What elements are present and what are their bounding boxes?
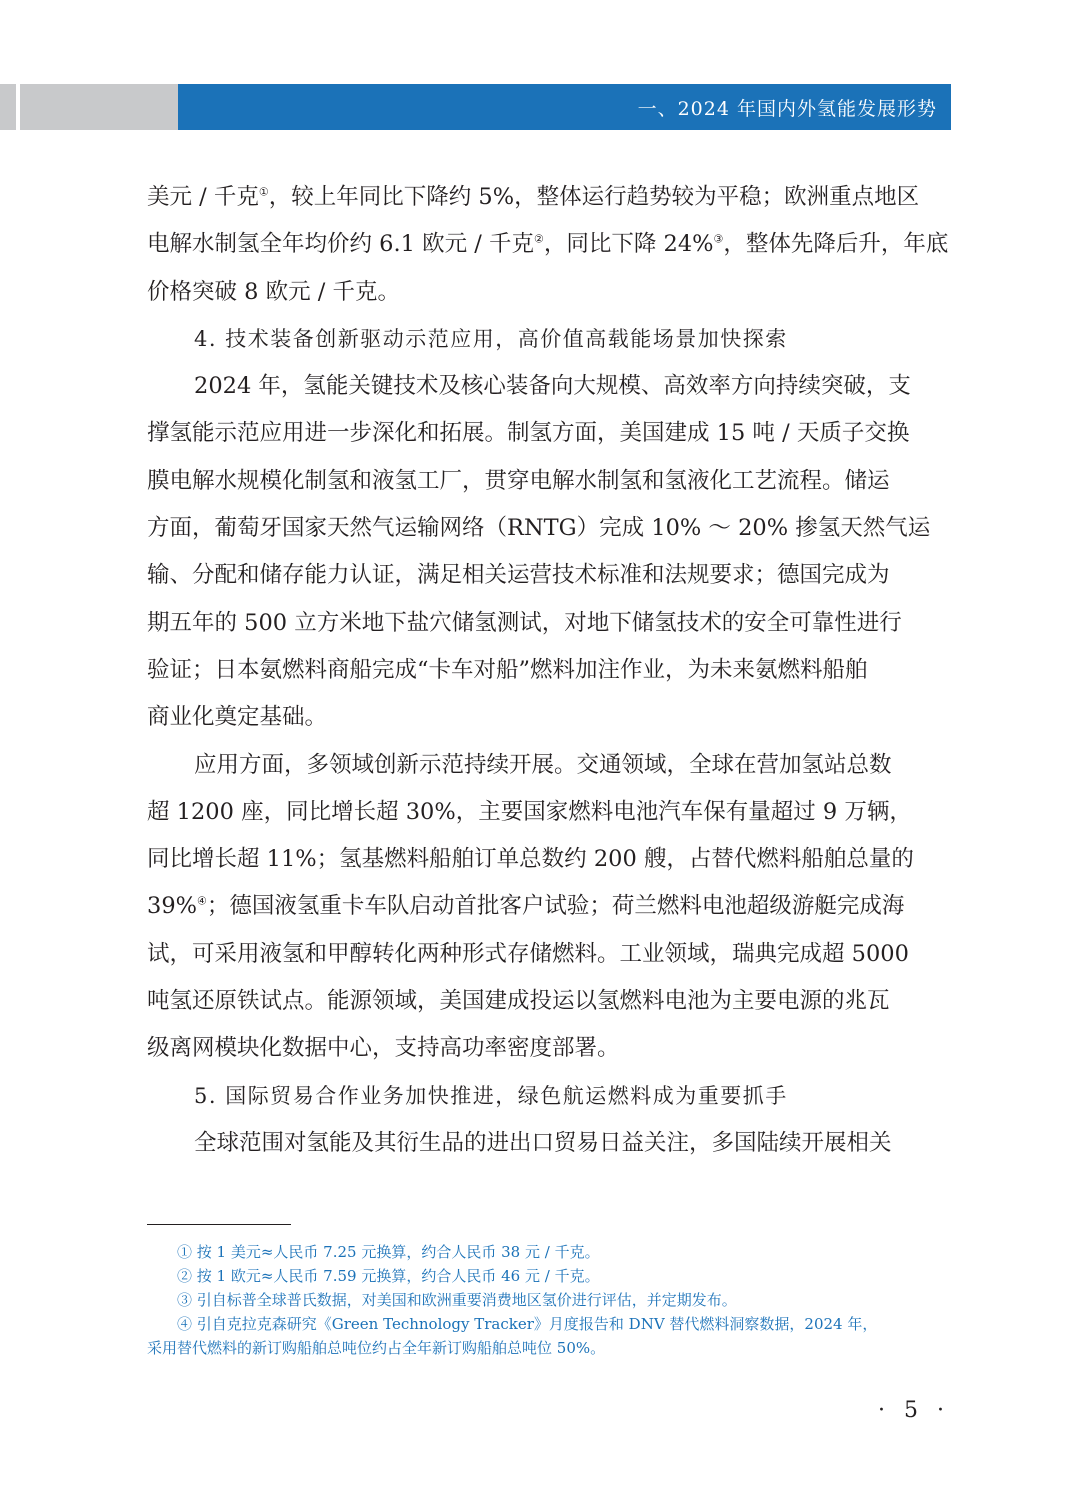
body-line: 期五年的 500 立方米地下盐穴储氢测试，对地下储氢技术的安全可靠性进行 xyxy=(147,609,902,636)
footnote-1: ① 按 1 美元≈人民币 7.25 元换算，约合人民币 38 元 / 千克。 xyxy=(177,1243,600,1261)
footnotes xyxy=(147,1240,950,1360)
body-line: 商业化奠定基础。 xyxy=(147,704,328,731)
section-title-text: 一、2024 年国内外氢能发展形势 xyxy=(637,97,937,120)
footnote-ref[interactable]: ④ xyxy=(197,894,207,908)
body-line: 膜电解水规模化制氢和液氢工厂，贯穿电解水制氢和氢液化工艺流程。储运 xyxy=(147,467,890,494)
section-heading-4: 4. 技术装备创新驱动示范应用，高价值高载能场景加快探索 xyxy=(194,326,788,351)
footnote-2: ② 按 1 欧元≈人民币 7.59 元换算，约合人民币 46 元 / 千克。 xyxy=(177,1267,600,1285)
footnote-4-continued: 采用替代燃料的新订购船舶总吨位约占全年新订购船舶总吨位 50%。 xyxy=(147,1339,606,1357)
body-line: 试，可采用液氢和甲醇转化两种形式存储燃料。工业领域，瑞典完成超 5000 xyxy=(147,940,909,967)
footnote-3: ③ 引自标普全球普氏数据，对美国和欧洲重要消费地区氢价进行评估，并定期发布。 xyxy=(177,1291,737,1309)
body-line: 方面，葡萄牙国家天然气运输网络（RNTG）完成 10% ～ 20% 掺氢天然气运 xyxy=(147,515,931,542)
body-line: 2024 年，氢能关键技术及核心装备向大规模、高效率方向持续突破，支 xyxy=(194,373,911,400)
section-heading-5: 5. 国际贸易合作业务加快推进，绿色航运燃料成为重要抓手 xyxy=(194,1083,788,1108)
header-grey-block xyxy=(20,84,178,130)
body-line: 级离网模块化数据中心，支持高功率密度部署。 xyxy=(147,1035,620,1062)
footnote-ref[interactable]: ② xyxy=(533,232,544,246)
body-line: 撑氢能示范应用进一步深化和拓展。制氢方面，美国建成 15 吨 / 天质子交换 xyxy=(147,420,910,447)
footnote-4: ④ 引自克拉克森研究《Green Technology Tracker》月度报告和 DNV 替代燃料洞察数据，2024 年， xyxy=(177,1315,878,1333)
body-line: 吨氢还原铁试点。能源领域，美国建成投运以氢燃料电池为主要电源的兆瓦 xyxy=(147,988,890,1015)
body-line: 电解水制氢全年均价约 6.1 欧元 / 千克②，同比下降 24%③，整体先降后升，年底 xyxy=(147,231,949,258)
footnote-divider xyxy=(147,1224,291,1225)
header-section-title xyxy=(178,84,951,130)
page-number: · 5 · xyxy=(878,1398,950,1423)
body-line: 超 1200 座，同比增长超 30%，主要国家燃料电池汽车保有量超过 9 万辆， xyxy=(147,798,912,825)
footnote-ref[interactable]: ① xyxy=(258,185,269,199)
body-line: 全球范围对氢能及其衍生品的进出口贸易日益关注，多国陆续开展相关 xyxy=(194,1129,892,1156)
body-text xyxy=(147,174,950,1167)
header-grey-strip xyxy=(0,84,16,130)
body-line: 验证；日本氨燃料商船完成“卡车对船”燃料加注作业，为未来氨燃料船舶 xyxy=(147,656,868,683)
body-line: 39%④；德国液氢重卡车队启动首批客户试验；荷兰燃料电池超级游艇完成海 xyxy=(147,893,905,920)
body-line: 美元 / 千克①，较上年同比下降约 5%，整体运行趋势较为平稳；欧洲重点地区 xyxy=(147,184,920,210)
body-line: 价格突破 8 欧元 / 千克。 xyxy=(147,278,401,305)
footnote-ref[interactable]: ③ xyxy=(713,232,724,246)
body-line: 同比增长超 11%；氢基燃料船舶订单总数约 200 艘，占替代燃料船舶总量的 xyxy=(147,846,914,873)
body-line: 输、分配和储存能力认证，满足相关运营技术标准和法规要求；德国完成为 xyxy=(147,562,890,589)
body-line: 应用方面，多领域创新示范持续开展。交通领域，全球在营加氢站总数 xyxy=(194,751,892,778)
